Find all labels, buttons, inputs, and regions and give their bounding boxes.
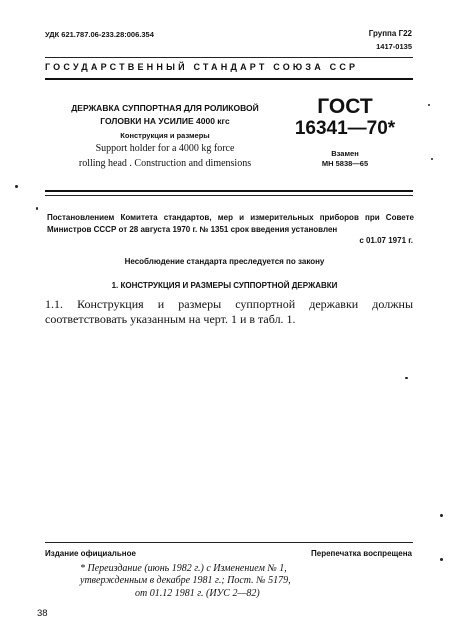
reissue-note-line1: * Переиздание (июнь 1982 г.) с Изменением № 1, xyxy=(80,563,287,574)
section-title: 1. КОНСТРУКЦИЯ И РАЗМЕРЫ СУППОРТНОЙ ДЕРЖАВКИ xyxy=(111,281,338,290)
title-rule-bottom xyxy=(45,195,413,196)
udk-code: УДК 621.787.06-233.28:006.354 xyxy=(45,30,154,39)
title-en-line2: rolling head . Construction and dimensions xyxy=(78,158,252,169)
title-ru-subtitle: Конструкция и размеры xyxy=(120,131,210,140)
section-paragraph: 1.1. Конструкция и размеры суппортной державки должны соответствовать указанным на черт. 1 и в табл. 1. xyxy=(45,297,413,326)
scan-speck xyxy=(405,377,408,379)
scan-speck xyxy=(440,514,443,517)
title-rule-top xyxy=(45,190,413,192)
footer-rule xyxy=(45,542,413,543)
state-standard-banner: ГОСУДАРСТВЕННЫЙ СТАНДАРТ СОЮЗА ССР xyxy=(45,62,359,72)
scan-speck xyxy=(15,185,18,188)
scan-speck xyxy=(440,558,443,561)
title-ru-line1: ДЕРЖАВКА СУППОРТНАЯ ДЛЯ РОЛИКОВОЙ xyxy=(71,103,259,113)
reprint-label: Перепечатка воспрещена xyxy=(311,549,412,558)
scan-speck xyxy=(36,207,38,210)
top-rule xyxy=(45,57,413,58)
scan-speck xyxy=(431,158,433,160)
gost-label: ГОСТ xyxy=(317,95,373,118)
law-note: Несоблюдение стандарта преследуется по закону xyxy=(124,257,325,266)
page-number: 38 xyxy=(37,608,48,619)
decree-date: с 01.07 1971 г. xyxy=(359,236,413,245)
title-en-line1: Support holder for a 4000 kg force xyxy=(95,143,235,154)
scan-speck xyxy=(428,104,430,106)
decree-text: Постановлением Комитета стандартов, мер и измерительных приборов при Совете Министров СССР от 28 августа 1970 г. № 1351 срок введения установлен xyxy=(47,213,414,234)
replaces-value: МН 5838—65 xyxy=(321,159,369,168)
group-code: 1417-0135 xyxy=(376,42,412,51)
reissue-note-line2: утвержденным в декабре 1981 г.; Пост. № 5179, xyxy=(80,575,291,586)
banner-rule xyxy=(45,78,413,80)
reissue-note-line3: от 01.12 1981 г. (ИУС 2—82) xyxy=(135,588,260,599)
gost-number: 16341—70* xyxy=(294,118,396,139)
replaces-label: Взамен xyxy=(331,149,359,158)
publication-label: Издание официальное xyxy=(45,549,136,558)
title-ru-line2: ГОЛОВКИ НА УСИЛИЕ 4000 кгс xyxy=(100,116,230,126)
group-label: Группа Г22 xyxy=(368,29,412,38)
title-block xyxy=(45,102,285,170)
